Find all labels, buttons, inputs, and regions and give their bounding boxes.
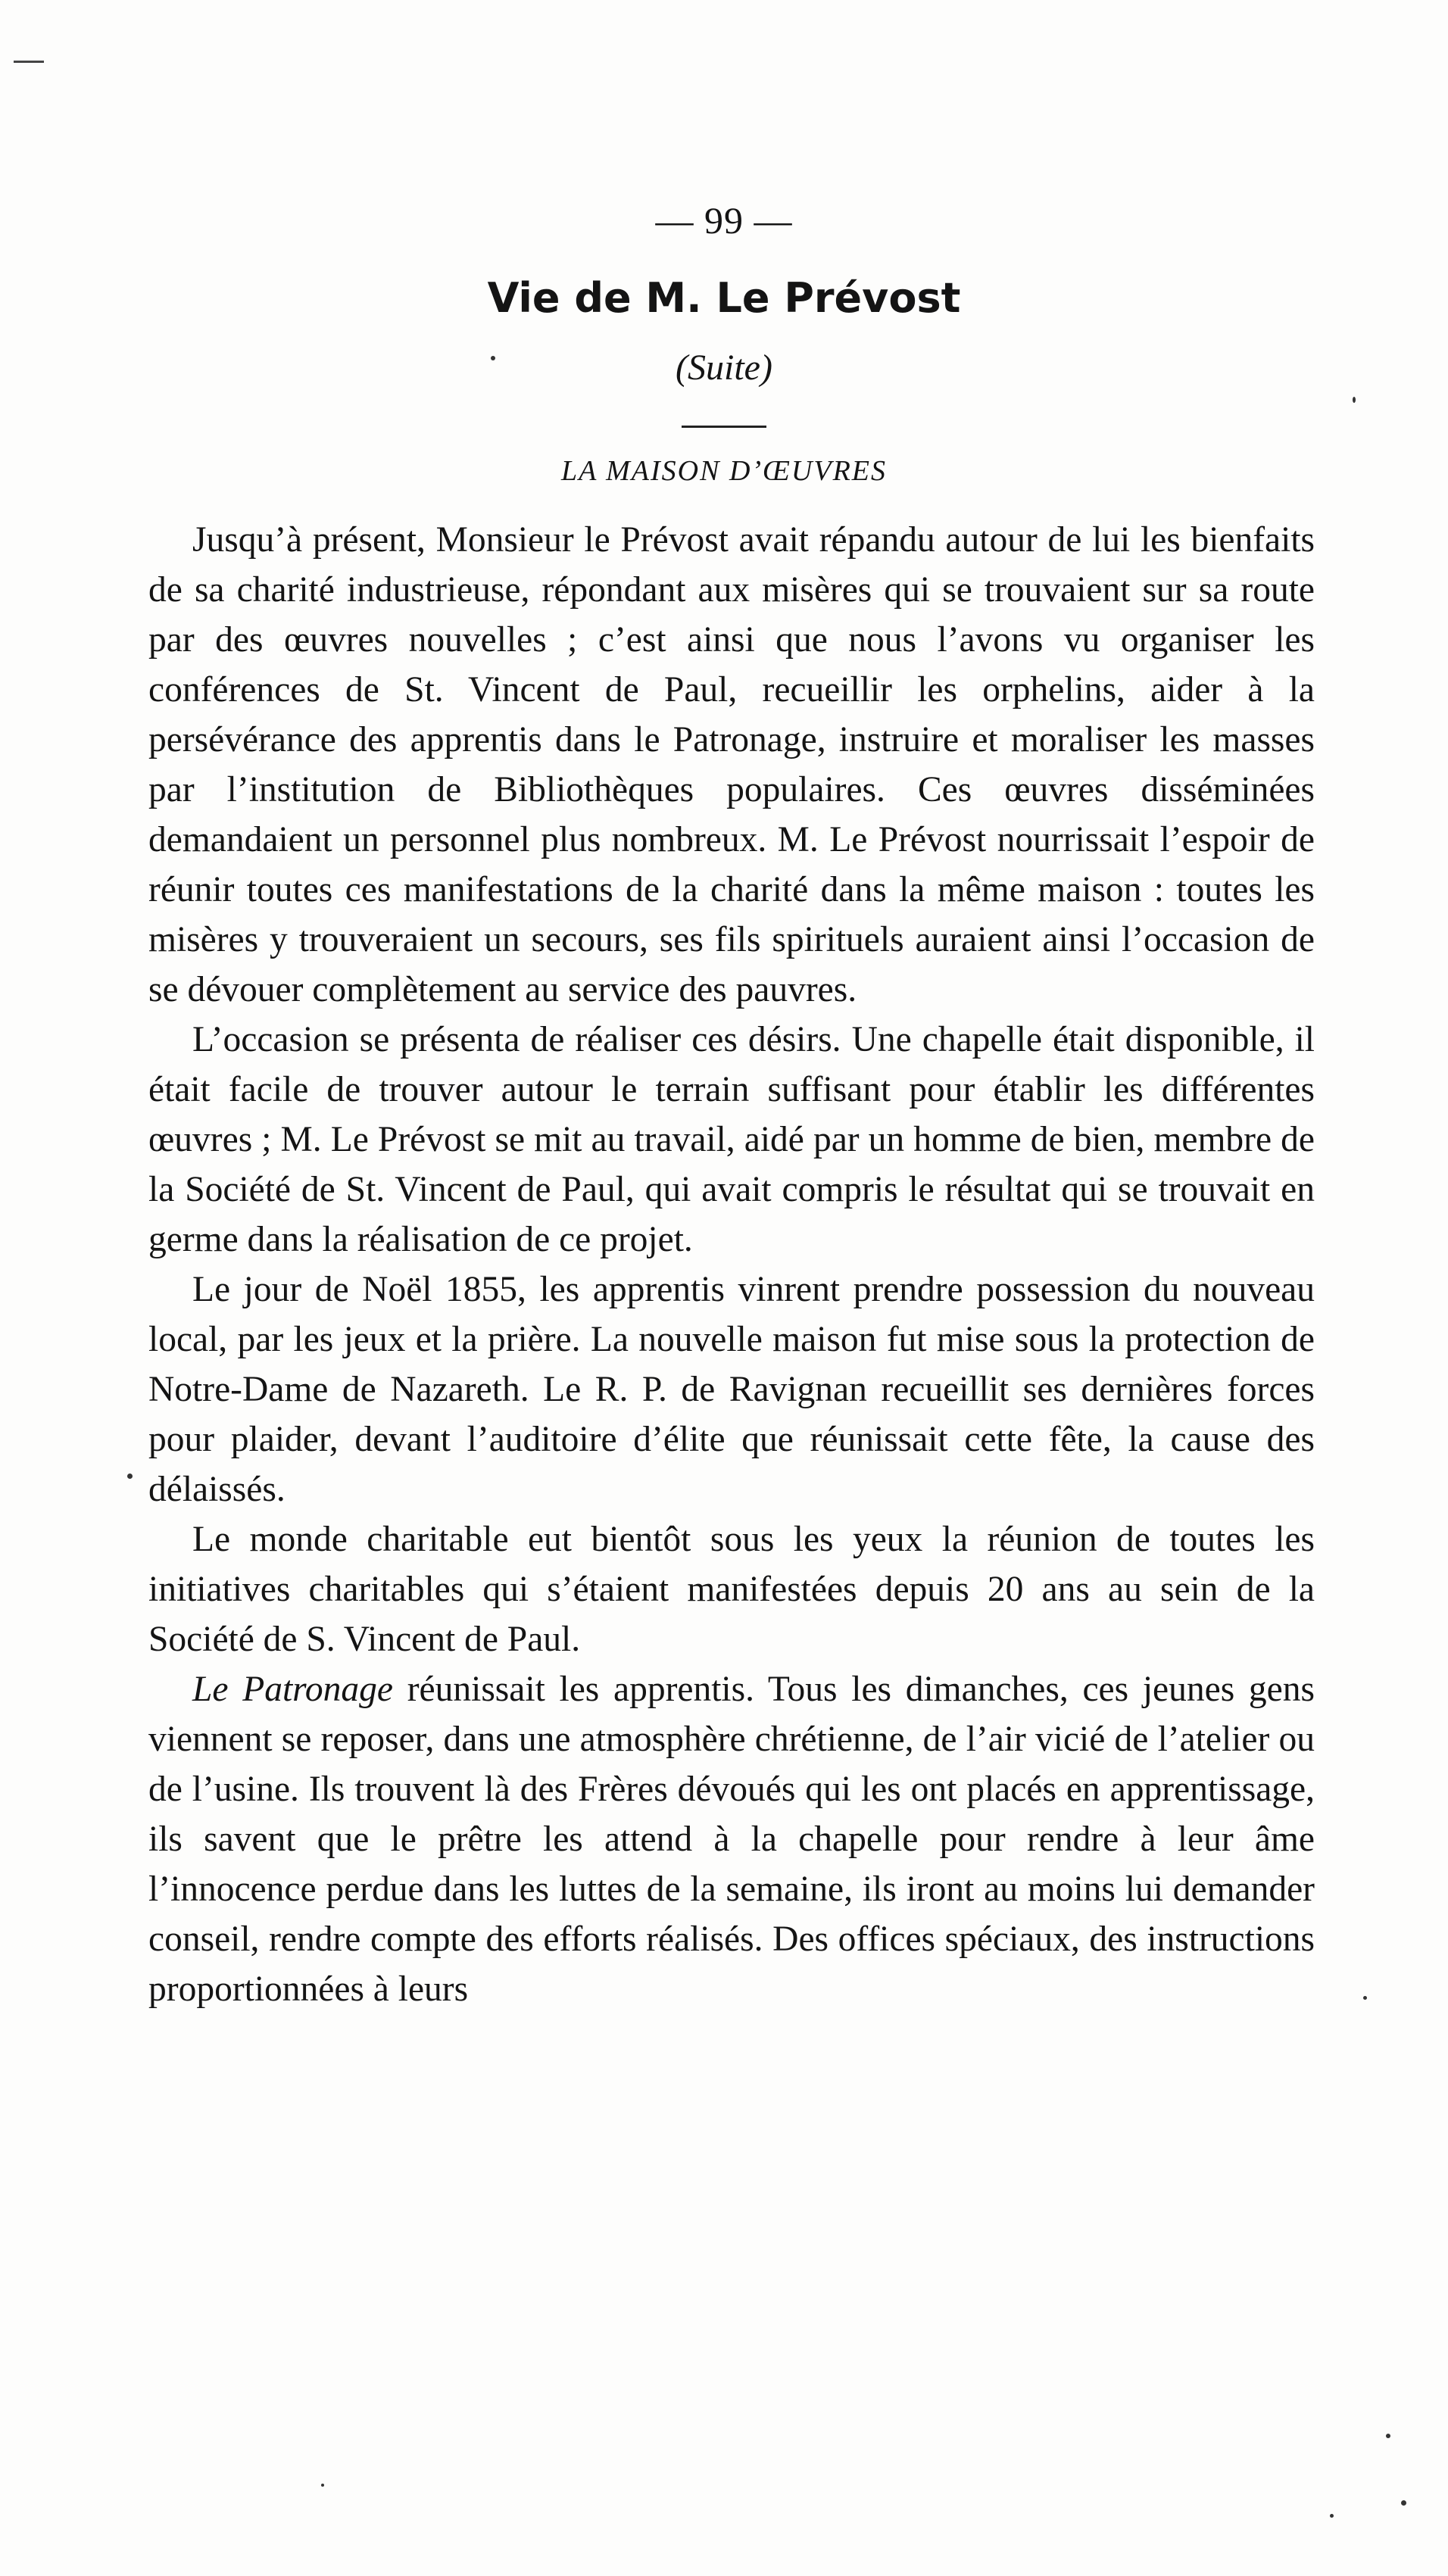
- section-heading: LA MAISON D’ŒUVRES: [560, 455, 887, 487]
- chapter-subtitle: (Suite): [676, 348, 772, 388]
- scan-speck: [1330, 2514, 1334, 2518]
- scan-speck: [491, 356, 495, 360]
- scan-speck: [127, 1474, 133, 1479]
- paragraph-text: réunissait les apprentis. Tous les dimanches, ces jeunes gens viennent se reposer, dans une atmosphère chrétienne, de l’air vicié de l’atelier ou de l’usine. Ils trouvent là des Frères dévoués qui les ont placés en apprentissage, ils savent que le prêtre les attend à la chapelle pour rendre à leur âme l’innocence perdue dans les luttes de la semaine, ils iront au moins lui demander conseil, rendre compte des efforts réalisés. Des offices spéciaux, des instructions proportionnées à leurs: [148, 1670, 1315, 2009]
- paragraph: [148, 1015, 1315, 1265]
- scan-speck: [1401, 2500, 1406, 2506]
- scan-speck: [321, 2484, 324, 2487]
- body-text: [148, 515, 1315, 2014]
- page-number: — 99 —: [655, 199, 793, 242]
- paragraph-emphasis: Le Patronage: [192, 1670, 393, 1709]
- scan-speck: [1353, 397, 1356, 403]
- scan-speck: [1363, 1996, 1367, 2000]
- paragraph: [148, 515, 1315, 1015]
- chapter-title: Vie de M. Le Prévost: [487, 274, 961, 322]
- paragraph: [148, 1664, 1315, 2014]
- paragraph: [148, 1514, 1315, 1664]
- scan-edge-mark: [14, 61, 44, 63]
- title-rule: [682, 426, 766, 428]
- paragraph-text: Le jour de Noël 1855, les apprentis vinrent prendre possession du nouveau local, par les jeux et la prière. La nouvelle maison fut mise sous la protection de Notre-Dame de Nazareth. Le R. P. de Ravignan recueillit ses dernières forces pour plaider, devant l’auditoire d’élite que réunissait cette fête, la cause des délaissés.: [148, 1270, 1315, 1509]
- paragraph-text: Jusqu’à présent, Monsieur le Prévost avait répandu autour de lui les bienfaits de sa charité industrieuse, répondant aux misères qui se trouvaient sur sa route par des œuvres nouvelles ; c’est ainsi que nous l’avons vu organiser les conférences de St. Vincent de Paul, recueillir les orphelins, aider à la persévérance des apprentis dans le Patronage, instruire et moraliser les masses par l’institution de Bibliothèques populaires. Ces œuvres disséminées demandaient un personnel plus nombreux. M. Le Prévost nourrissait l’espoir de réunir toutes ces manifestations de la charité dans la même maison : toutes les misères y trouveraient un secours, ses fils spirituels auraient ainsi l’occasion de se dévouer complètement au service des pauvres.: [148, 520, 1315, 1009]
- paragraph-text: L’occasion se présenta de réaliser ces désirs. Une chapelle était disponible, il était facile de trouver autour le terrain suffisant pour établir les différentes œuvres ; M. Le Prévost se mit au travail, aidé par un homme de bien, membre de la Société de St. Vincent de Paul, qui avait compris le résultat qui se trouvait en germe dans la réalisation de ce projet.: [148, 1020, 1315, 1259]
- scan-speck: [1386, 2434, 1390, 2438]
- paragraph: [148, 1265, 1315, 1514]
- paragraph-text: Le monde charitable eut bientôt sous les yeux la réunion de toutes les initiatives charitables qui s’étaient manifestées depuis 20 ans au sein de la Société de S. Vincent de Paul.: [148, 1520, 1315, 1659]
